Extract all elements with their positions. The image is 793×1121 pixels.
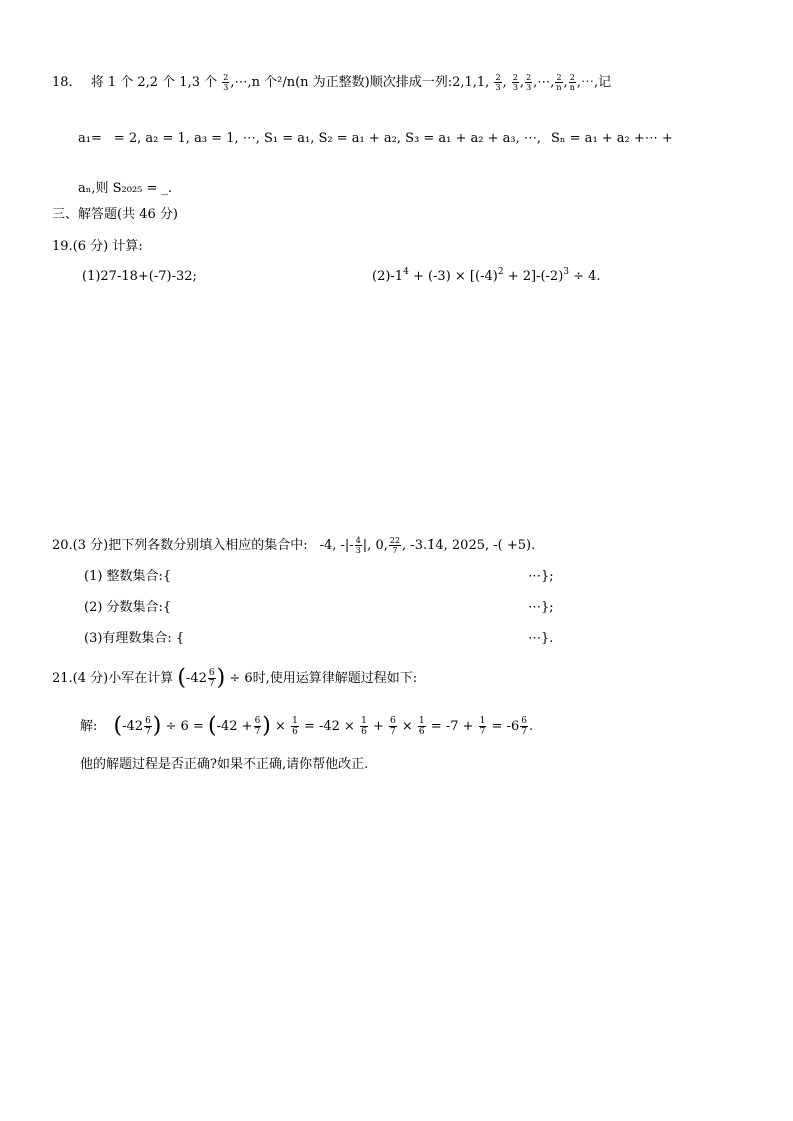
fraction-2-3: $\frac{2}{3}$	[512, 73, 518, 92]
fraction-6-7: $\frac{6}{7}$	[208, 668, 215, 689]
set-fraction-end: ⋯};	[528, 600, 554, 615]
fraction-22-7: $\frac{22}{7}$	[389, 536, 401, 555]
fraction-6-7: $\frac{6}{7}$	[254, 716, 261, 737]
fraction-1-7: $\frac{1}{7}$	[479, 716, 486, 737]
fraction-2-3: $\frac{2}{3}$	[526, 73, 532, 92]
q19-title: 19.(6 分) 计算:	[52, 239, 143, 254]
q18-line3-text: aₙ,则 S₂₀₂₅ = _.	[78, 181, 173, 196]
fraction-1-6: $\frac{1}{6}$	[361, 716, 367, 737]
fraction-1-6: $\frac{1}{6}$	[292, 716, 298, 737]
q18-line2-b: = 2, a₂ = 1, a₃ = 1, ⋯, S₁ = a₁, S₂ = a₁ + a₂, S₃ = a₁ + a₂ + a₃, ⋯,	[113, 131, 541, 146]
set-rational: (3)有理数集合: {	[84, 631, 185, 646]
q21-question: 他的解题过程是否正确?如果不正确,请你帮他改正.	[80, 757, 369, 772]
fraction-1-6: $\frac{1}{6}$	[418, 716, 425, 737]
q18-text-b: ,⋯,n 个²/n(n 为正整数)顺次排成一列:2,1,1,	[230, 75, 490, 90]
section-title: 三、解答题(共 46 分)	[52, 207, 178, 222]
q18-text-c: ,⋯,记	[576, 75, 612, 90]
fraction-6-7: $\frac{6}{7}$	[390, 716, 396, 737]
fraction-4-3: $\frac{4}{3}$	[355, 536, 361, 555]
q19-part2: $(2)-1^4 + (-3) \times [(-4)^2 + 2]-(-2)^3 \div 4$.	[372, 267, 601, 284]
fraction-2-3: $\frac{2}{3}$	[223, 73, 229, 92]
q18-line1: 18. 将 1 个 2,2 个 1,3 个 $\frac{2}{3}$ ,⋯,n 个²/n(n 为正整数)顺次排成一列:2,1,1, $\frac{2}{3}$ , $\frac{2}{3}$ , $\frac{2}{3}$ ,⋯, $\frac{2}{n}$ , $\frac{2}{n}$ ,⋯,记	[52, 73, 612, 92]
set-fraction: (2) 分数集合:{	[84, 600, 172, 615]
fraction-6-7: $\frac{6}{7}$	[521, 716, 527, 737]
q21-solution: 解: (-42 $\frac{6}{7}$ ) ÷ 6 = (-42 + $\frac{6}{7}$ ) × $\frac{1}{6}$ = -42 × $\frac{1}{6}$ + $\frac{6}{7}$ × $\frac{1}{6}$ = -7 + $\frac{1}{7}$ = -6 $\frac{6}{7}$ .	[80, 713, 534, 739]
q20-title: 20.(3 分)把下列各数分别填入相应的集合中: -4, -|- $\frac{4}{3}$ |, 0, $\frac{22}{7}$ , -3.1̇4̇, 2025, -( +5).	[52, 536, 536, 555]
set-integer-end: ⋯};	[528, 569, 554, 584]
q19-part1: (1)27-18+(-7)-32;	[82, 269, 197, 284]
q21-title: 21.(4 分)小军在计算 (-42 $\frac{6}{7}$ ) ÷ 6时,使用运算律解题过程如下:	[52, 665, 418, 691]
fraction-2-n: $\frac{2}{n}$	[556, 73, 562, 92]
set-integer: (1) 整数集合:{	[84, 569, 172, 584]
q18-text-a: 将 1 个 2,2 个 1,3 个	[90, 75, 218, 90]
set-rational-end: ⋯}.	[528, 631, 554, 646]
q18-line2-a: a₁=	[78, 131, 102, 146]
fraction-2-3: $\frac{2}{3}$	[495, 73, 501, 92]
q18-line2-c: Sₙ = a₁ + a₂ +⋯ +	[551, 131, 673, 146]
q18-line2	[78, 130, 673, 148]
fraction-2-n: $\frac{2}{n}$	[569, 73, 575, 92]
fraction-6-7: $\frac{6}{7}$	[145, 716, 151, 737]
q18-line3	[78, 180, 172, 198]
q18-number: 18.	[52, 75, 73, 90]
